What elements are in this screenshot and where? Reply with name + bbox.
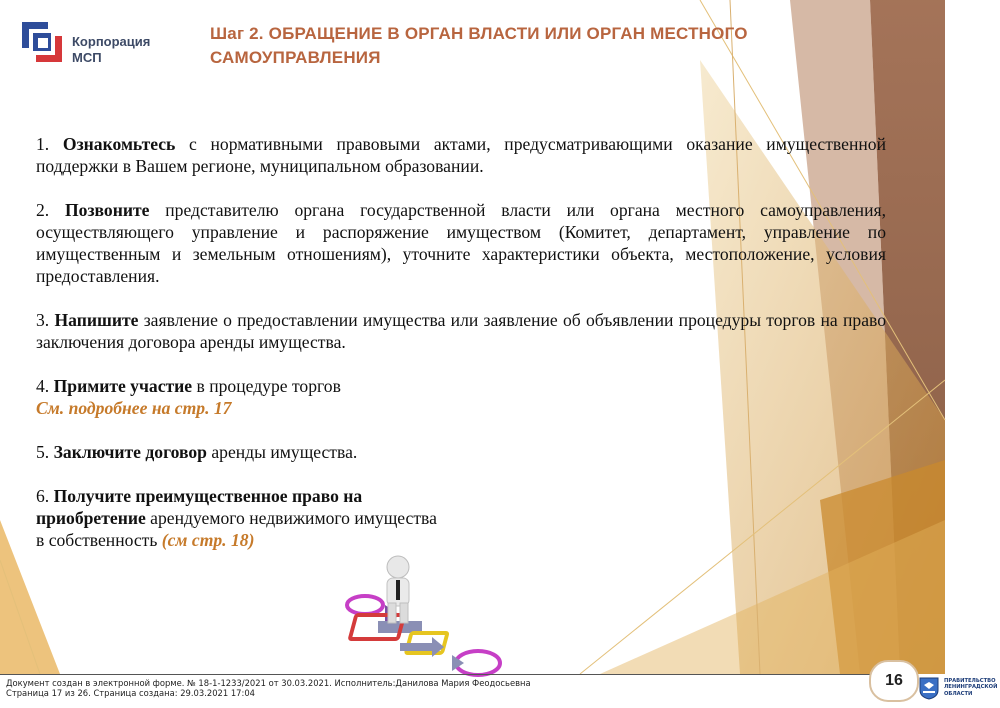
step-text: с нормативными правовыми актами, предусматривающими оказание имущественной поддержки в Вашем регионе, муниципальном образовании.: [36, 134, 886, 176]
step-text: заявление о предоставлении имущества или заявление об объявлении процедуры торгов на право заключения договора аренды имущества.: [36, 310, 886, 352]
step-6: [36, 485, 556, 551]
step-action: Позвоните: [65, 200, 150, 220]
step-4: [36, 375, 556, 419]
step-2: [36, 199, 886, 287]
step-3: [36, 309, 886, 353]
gov-line-1: ПРАВИТЕЛЬСТВО: [944, 678, 996, 684]
step-action: Напишите: [54, 310, 139, 330]
step-text: представителю органа государственной власти или органа местного самоуправления, осуществляющего управление и распоряжение имуществом (Комитет, департамент, управление по имущественным и земельным отношениям), уточните характеристики объекта, местоположение, условия предоставления.: [36, 200, 886, 286]
see-page-17-link[interactable]: См. подробнее на стр. 17: [36, 398, 232, 418]
step-number: 5.: [36, 442, 50, 462]
logo-text: [72, 34, 150, 66]
government-logo: [918, 676, 1000, 702]
step-action: Заключите договор: [53, 442, 207, 462]
page-title: Шаг 2. ОБРАЩЕНИЕ В ОРГАН ВЛАСТИ ИЛИ ОРГАН МЕСТНОГО САМОУПРАВЛЕНИЯ: [210, 24, 748, 67]
step-number: 3.: [36, 310, 50, 330]
person-flowchart-illustration: [340, 545, 520, 685]
gov-line-3: ОБЛАСТИ: [944, 690, 973, 697]
step-text-cont: в собственность: [36, 530, 162, 550]
logo-line-2: МСП: [72, 50, 102, 65]
gov-text: [944, 678, 997, 697]
footer-line-1: Документ создан в электронной форме. № 18-1-1233/2021 от 30.03.2021. Исполнитель:Данилова Мария Феодосьевна: [6, 678, 531, 688]
footer-divider: [0, 674, 870, 675]
step-number: 6.: [36, 486, 50, 506]
step-number: 1.: [36, 134, 50, 154]
document-footer: [6, 678, 531, 698]
gov-line-2: ЛЕНИНГРАДСКОЙ: [944, 684, 998, 691]
page-number: 16: [869, 660, 919, 702]
step-text: аренды имущества.: [206, 442, 358, 462]
msp-logo-icon: [20, 20, 64, 64]
step-text: арендуемого недвижимого имущества: [145, 508, 437, 528]
step-5: [36, 441, 556, 463]
footer-line-2: Страница 17 из 26. Страница создана: 29.03.2021 17:04: [6, 688, 255, 698]
step-action-cont: приобретение: [36, 508, 146, 528]
step-number: 4.: [36, 376, 50, 396]
step-text: в процедуре торгов: [192, 376, 341, 396]
steps-list: [36, 133, 886, 551]
see-page-18-link[interactable]: (см стр. 18): [161, 530, 255, 550]
step-action: Примите участие: [53, 376, 193, 396]
corporation-logo: [20, 20, 160, 70]
step-action: Получите преимущественное право на: [53, 486, 363, 506]
step-number: 2.: [36, 200, 50, 220]
coat-of-arms-icon: [918, 676, 940, 700]
logo-line-1: Корпорация: [72, 34, 151, 49]
step-1: [36, 133, 886, 177]
step-action: Ознакомьтесь: [62, 134, 176, 154]
